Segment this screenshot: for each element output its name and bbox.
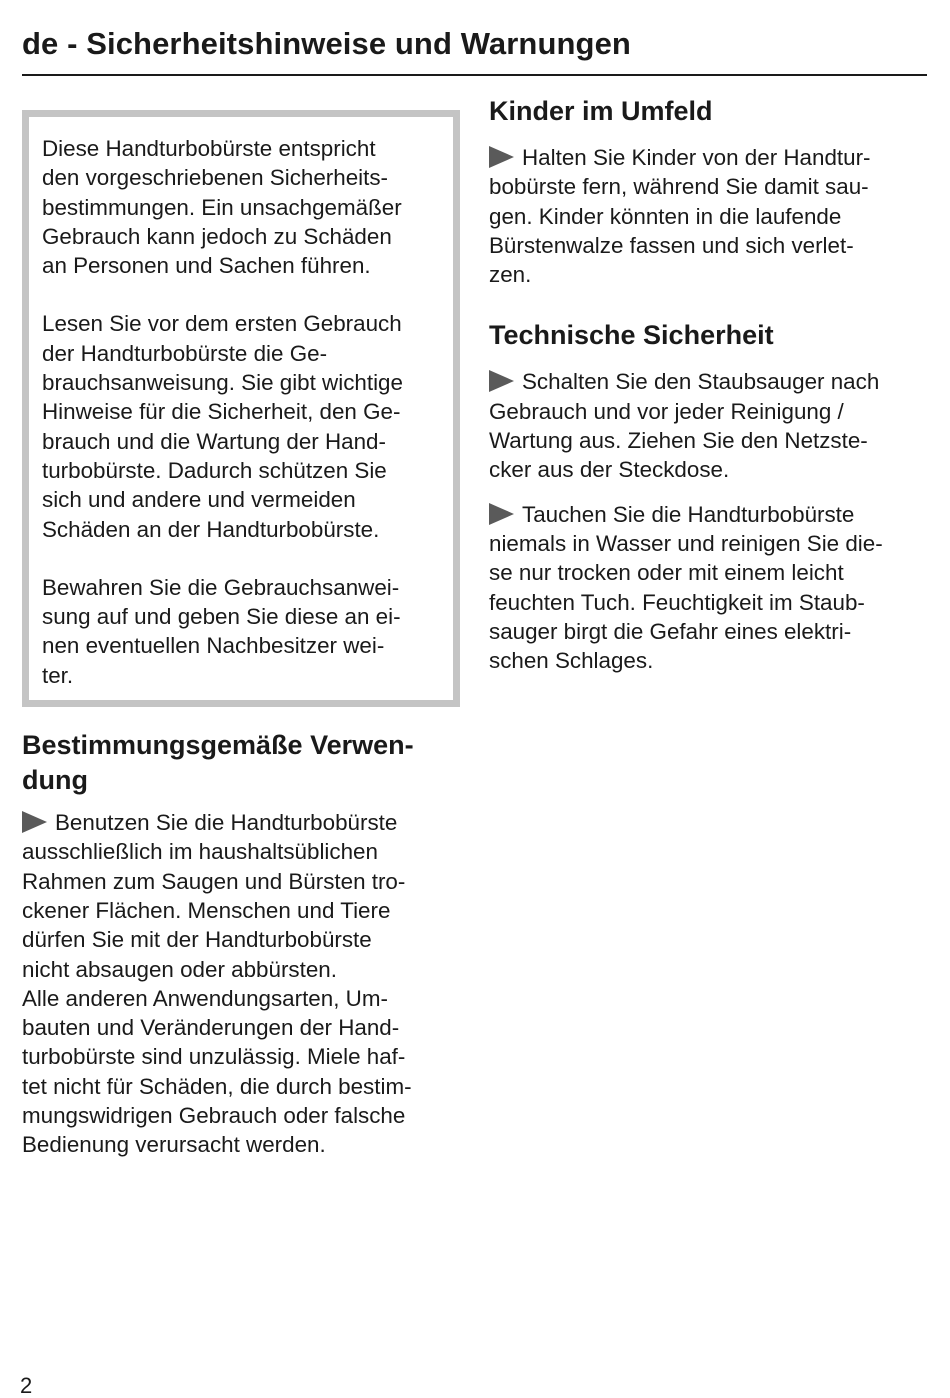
notice-paragraph: Lesen Sie vor dem ersten Gebrauch der Handturbobürste die Ge- brauchsanweisung. Sie gibt wichtige Hinweise für die Sicherheit, den Ge- brauch und die Wartung der Hand- turbobürste. Dadurch schützen Sie sich und andere und vermeiden Schäden an der Handturbobürste. — [42, 311, 403, 542]
triangle-bullet-icon — [489, 146, 514, 168]
triangle-bullet-icon — [22, 811, 47, 833]
section-title: Technische Sicherheit — [489, 320, 774, 351]
triangle-bullet-icon — [489, 503, 514, 525]
section-title: Bestimmungsgemäße Verwen- dung — [22, 730, 414, 796]
bullet-paragraph — [489, 367, 929, 484]
bullet-text: Halten Sie Kinder von der Handtur- bobürste fern, während Sie damit sau- gen. Kinder könnten in die laufende Bürstenwalze fassen und sich verlet- zen. — [489, 145, 871, 288]
notice-paragraph: Bewahren Sie die Gebrauchsanwei- sung auf und geben Sie diese an ei- nen eventuellen Nachbesitzer wei- ter. — [42, 574, 401, 688]
section-intended-use — [22, 728, 460, 1160]
page-number: 2 — [20, 1373, 33, 1398]
section-technical-safety — [489, 318, 929, 675]
section-children — [489, 94, 929, 289]
bullet-paragraph — [489, 500, 929, 676]
triangle-bullet-icon — [489, 370, 514, 392]
page-header — [22, 24, 927, 76]
bullet-text: Schalten Sie den Staubsauger nach Gebrauch und vor jeder Reinigung / Wartung aus. Ziehen Sie den Netzste- cker aus der Steckdose. — [489, 369, 880, 483]
page-title: de - Sicherheitshinweise und Warnungen — [22, 26, 631, 61]
bullet-text: Benutzen Sie die Handturbobürste ausschließlich im haushaltsüblichen Rahmen zum Saugen und Bürsten tro- ckener Flächen. Menschen und Tiere dürfen Sie mit der Handturbobürste nicht absaugen oder abbürsten. Alle anderen Anwendungsarten, Um- bauten und Veränderungen der Hand- turbobürste sind unzulässig. Miele haf- tet nicht für Schäden, die durch bestim- mungswidrigen Gebrauch oder falsche Bedienung verursacht werden. — [22, 810, 412, 1158]
bullet-text: Tauchen Sie die Handturbobürste niemals in Wasser und reinigen Sie die- se nur trocken oder mit einem leicht feuchten Tuch. Feuchtigkeit im Staub- sauger birgt die Gefahr eines elektri- schen Schlages. — [489, 501, 883, 674]
left-column — [22, 110, 460, 1160]
bullet-paragraph — [22, 808, 460, 1160]
safety-notice-box — [22, 110, 460, 707]
section-title: Kinder im Umfeld — [489, 96, 713, 126]
notice-paragraph: Diese Handturbobürste entspricht den vorgeschriebenen Sicherheits- bestimmungen. Ein unsachgemäßer Gebrauch kann jedoch zu Schäden an Personen und Sachen führen. — [42, 136, 402, 279]
bullet-paragraph — [489, 143, 929, 289]
right-column — [489, 94, 929, 675]
